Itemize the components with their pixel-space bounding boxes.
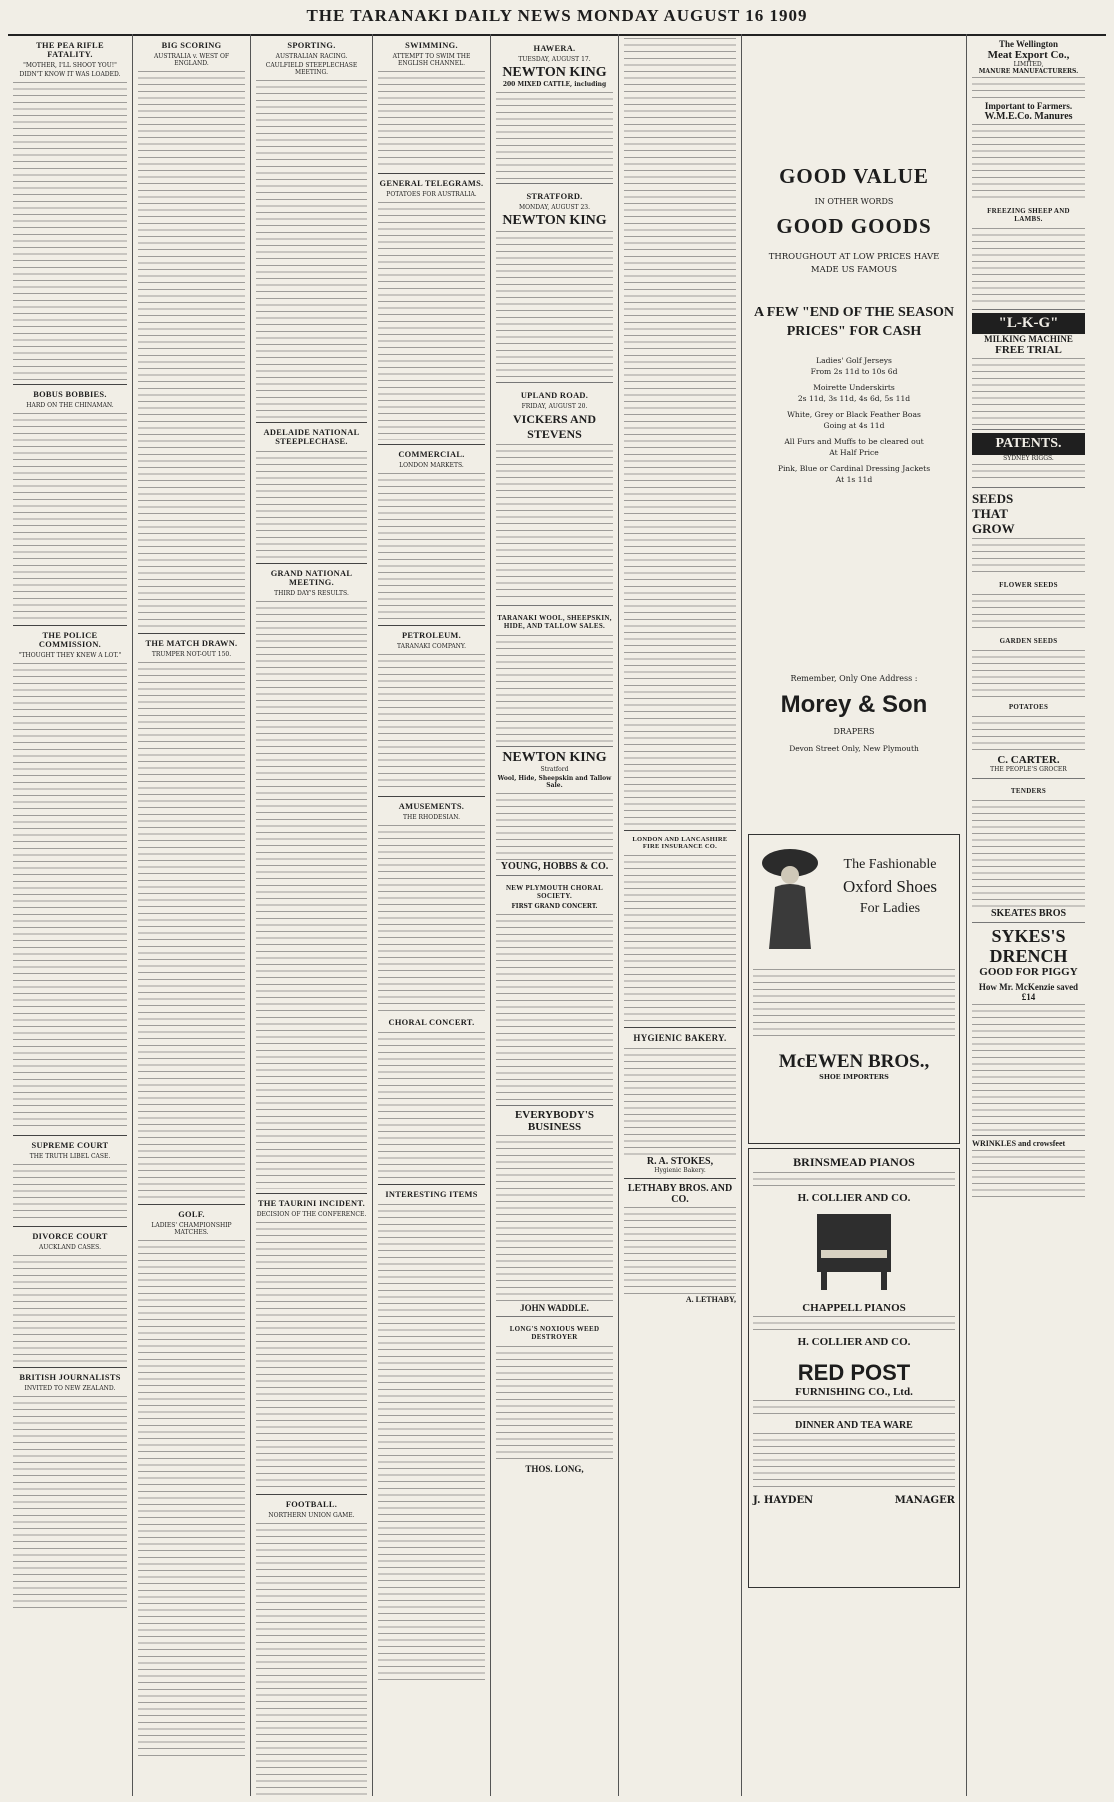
ad-tenders — [972, 779, 1085, 923]
column-2 — [133, 34, 251, 1796]
collier-title: H. COLLIER AND CO. — [797, 1192, 911, 1204]
remember-text: Remember, Only One Address : — [790, 674, 918, 683]
headline-big-scoring: BIG SCORING — [161, 41, 222, 50]
ad-meat-export — [972, 36, 1085, 310]
ad-insurance-head: LONDON AND LANCASHIRE FIRE INSURANCE CO. — [632, 836, 728, 850]
good-for-title: GOOD FOR PIGGY — [979, 966, 1078, 978]
headline-amusements: AMUSEMENTS. — [398, 802, 465, 811]
article-text — [256, 1521, 367, 1796]
notice-title: LONG'S NOXIOUS WEED DESTROYER — [509, 1325, 600, 1341]
free-trial-title: FREE TRIAL — [995, 344, 1062, 356]
brinsmead-title: BRINSMEAD PIANOS — [793, 1155, 915, 1169]
divider — [13, 1367, 127, 1368]
ad-text — [753, 1314, 955, 1336]
headline-bobus: BOBUS BOBBIES. — [33, 390, 107, 399]
column-3 — [251, 34, 373, 1796]
notice-date: MONDAY, AUGUST 23. — [518, 204, 590, 211]
ad-oxford-shoes — [748, 834, 960, 1144]
good-goods-title: GOOD GOODS — [776, 214, 932, 238]
subhead-thought: "THOUGHT THEY KNEW A LOT." — [18, 652, 122, 659]
notice-text — [496, 229, 613, 379]
subhead-northern: NORTHERN UNION GAME. — [268, 1512, 355, 1519]
headline-police: THE POLICE COMMISSION. — [38, 631, 102, 649]
signoff: JOHN WADDLE. — [520, 1303, 589, 1313]
firm-name: VICKERS AND STEVENS — [512, 412, 596, 441]
divider — [13, 1226, 127, 1227]
seeds-title: SEEDS THAT GROW — [972, 491, 1015, 536]
item-name: All Furs and Muffs to be cleared out — [784, 437, 924, 446]
signoff: THOS. LONG, — [525, 1464, 584, 1474]
ad-text — [753, 1398, 955, 1420]
notice-title: TARANAKI WOOL, SHEEPSKIN, HIDE, AND TALLOW SALES. — [497, 614, 612, 630]
item-name: White, Grey or Black Feather Boas — [787, 410, 921, 419]
throughout-text: THROUGHOUT AT LOW PRICES HAVE MADE US FAMOUS — [768, 252, 940, 275]
divider — [378, 796, 485, 797]
ad-text — [624, 853, 736, 1023]
divider — [256, 563, 367, 564]
notice-text — [496, 1133, 613, 1303]
item-price: At 1s 11d — [835, 475, 873, 484]
season-prices-title: A FEW "END OF THE SEASON PRICES" FOR CASH — [753, 305, 955, 339]
ad-text — [753, 967, 955, 1037]
flower-seeds-label: FLOWER SEEDS — [999, 581, 1058, 589]
headline-petroleum: PETROLEUM. — [401, 631, 462, 640]
column-5 — [491, 34, 619, 1796]
notice-wool — [496, 606, 613, 747]
notice-sub: Wool, Hide, Sheepskin and Tallow Sale. — [497, 775, 612, 789]
headline-choral: CHORAL CONCERT. — [388, 1018, 475, 1027]
drapers-text: DRAPERS — [833, 727, 875, 736]
display-ads-column — [742, 34, 967, 1796]
subhead-potatoes: POTATOES FOR AUSTRALIA. — [386, 191, 477, 198]
subhead-third-day: THIRD DAY'S RESULTS. — [274, 590, 349, 597]
article-text — [13, 1253, 127, 1363]
price-list — [748, 355, 960, 485]
ad-bakery-head: HYGIENIC BAKERY. — [633, 1033, 727, 1043]
subhead-mother: "MOTHER, I'LL SHOOT YOU!" — [23, 62, 117, 69]
article-text — [256, 78, 367, 418]
wmeco-title: W.M.E.Co. Manures — [984, 111, 1073, 122]
article-text — [13, 1394, 127, 1614]
notice-place: HAWERA. — [533, 44, 576, 53]
notice-line: 200 MIXED CATTLE, including — [502, 81, 607, 88]
in-other-words: IN OTHER WORDS — [814, 197, 894, 206]
item-price: 2s 11d, 3s 11d, 4s 6d, 5s 11d — [797, 394, 911, 403]
divider — [378, 625, 485, 626]
item-name: Moirette Underskirts — [813, 383, 895, 392]
headline-supreme: SUPREME COURT — [31, 1141, 109, 1150]
headline-telegrams: GENERAL TELEGRAMS. — [379, 179, 484, 188]
article-text — [13, 661, 127, 1131]
ad-good-value — [748, 34, 960, 564]
item-name: Ladies' Golf Jerseys — [816, 356, 892, 365]
ad-wrinkles — [972, 1136, 1085, 1198]
notice-hawera — [496, 36, 613, 184]
article-text — [138, 1238, 245, 1758]
sydney-label: SYDNEY RIGGS. — [1003, 455, 1054, 462]
subhead-invited: INVITED TO NEW ZEALAND. — [24, 1385, 116, 1392]
patents-title: PATENTS. — [972, 433, 1085, 455]
article-text — [256, 1220, 367, 1490]
notice-sub: Stratford — [540, 766, 569, 773]
notice-place: UPLAND ROAD. — [520, 391, 589, 400]
article-text — [138, 69, 245, 629]
subhead-libel: THE TRUTH LIBEL CASE. — [29, 1153, 111, 1160]
furnishing-title: FURNISHING CO., Ltd. — [795, 1386, 913, 1398]
piano-illustration-icon — [809, 1210, 899, 1292]
ad-text — [972, 714, 1085, 754]
notice-text — [496, 90, 613, 180]
meat-export-title: Meat Export Co., — [987, 49, 1070, 61]
oxford-line: For Ladies — [859, 901, 921, 916]
subhead-racing: AUSTRALIAN RACING. — [275, 53, 348, 60]
notice-choral-society — [496, 876, 613, 1106]
notice-place: STRATFORD. — [526, 192, 583, 201]
divider — [138, 633, 245, 634]
notice-weed — [496, 1317, 613, 1477]
divider — [624, 830, 736, 831]
ad-text — [972, 75, 1085, 101]
item-price: Going at 4s 11d — [823, 421, 885, 430]
ad-sign: A. LETHABY, — [685, 1295, 736, 1304]
morey-title: Morey & Son — [780, 691, 928, 718]
ad-seeds — [972, 488, 1085, 779]
notice-sub: FIRST GRAND CONCERT. — [511, 903, 598, 910]
carter-title: C. CARTER. — [997, 754, 1060, 766]
item-name: Pink, Blue or Cardinal Dressing Jackets — [777, 464, 931, 473]
article-text — [378, 471, 485, 621]
ad-text — [972, 462, 1085, 484]
good-value-title: GOOD VALUE — [779, 164, 929, 188]
headline-golf: GOLF. — [178, 1210, 205, 1219]
ad-sykes — [972, 923, 1085, 1136]
tenders-label: TENDERS — [1010, 787, 1047, 795]
headline-adelaide: ADELAIDE NATIONAL STEEPLECHASE. — [263, 428, 360, 446]
important-label: Important to Farmers. — [984, 101, 1073, 111]
article-text — [13, 411, 127, 621]
headline-commercial: COMMERCIAL. — [398, 450, 465, 459]
article-text — [256, 449, 367, 559]
article-text — [378, 1030, 485, 1180]
article-text — [138, 660, 245, 1200]
notice-date: FRIDAY, AUGUST 20. — [521, 403, 588, 410]
notice-text — [496, 1344, 613, 1464]
firm-name: NEWTON KING — [502, 750, 607, 765]
freezing-label: FREEZING SHEEP AND LAMBS. — [987, 207, 1070, 223]
subhead-taranaki-co: TARANAKI COMPANY. — [396, 643, 467, 650]
ad-pianos — [748, 1148, 960, 1588]
ad-sign-sub: Hygienic Bakery. — [654, 1167, 706, 1174]
subhead-trumper: TRUMPER NOT-OUT 150. — [151, 651, 232, 658]
ad-text — [972, 536, 1085, 576]
divider — [13, 625, 127, 626]
subhead-rhodesian: THE RHODESIAN. — [403, 814, 460, 821]
firm-name: YOUNG, HOBBS & CO. — [500, 861, 609, 872]
notice-newton-king-wool — [496, 747, 613, 876]
notice-text — [496, 791, 613, 861]
dinner-title: DINNER AND TEA WARE — [795, 1420, 913, 1431]
divider — [13, 384, 127, 385]
firm-name: NEWTON KING — [502, 65, 607, 80]
notice-text — [496, 442, 613, 602]
lkg-title: "L-K-G" — [972, 313, 1085, 334]
headline-divorce: DIVORCE COURT — [32, 1232, 108, 1241]
headline-interesting: INTERESTING ITEMS — [385, 1190, 478, 1199]
notice-date: TUESDAY, AUGUST 17. — [518, 56, 591, 63]
divider — [378, 173, 485, 174]
subhead-ladies: LADIES' CHAMPIONSHIP MATCHES. — [151, 1222, 232, 1236]
garden-seeds-label: GARDEN SEEDS — [999, 637, 1058, 645]
divider — [256, 422, 367, 423]
headline-swimming: SWIMMING. — [405, 41, 458, 50]
divider — [256, 1193, 367, 1194]
article-text — [378, 200, 485, 440]
headline-grand-national: GRAND NATIONAL MEETING. — [270, 569, 353, 587]
collier-title-2: H. COLLIER AND CO. — [797, 1336, 911, 1348]
divider — [378, 444, 485, 445]
manager-label: MANAGER — [894, 1495, 955, 1506]
article-text — [256, 599, 367, 1189]
article-text — [378, 69, 485, 169]
ad-text — [972, 648, 1085, 698]
subhead-caulfield: CAULFIELD STEEPLECHASE MEETING. — [265, 62, 358, 76]
hayden-name: J. HAYDEN — [753, 1495, 814, 1506]
ad-text — [972, 122, 1085, 202]
ad-text — [753, 1431, 955, 1491]
morey-address: Devon Street Only, New Plymouth — [789, 744, 919, 753]
oxford-line: The Fashionable — [843, 857, 937, 872]
notice-everybody — [496, 1106, 613, 1317]
red-post-title: RED POST — [797, 1360, 911, 1385]
notice-text — [496, 912, 613, 1102]
item-price: At Half Price — [829, 448, 879, 457]
divider — [138, 1204, 245, 1205]
columns — [8, 34, 1106, 1796]
headline-sporting: SPORTING. — [287, 41, 336, 50]
headline-journalists: BRITISH JOURNALISTS — [19, 1373, 121, 1382]
ad-text — [624, 1205, 736, 1295]
wellington-title: The Wellington — [998, 39, 1059, 49]
notice-upland — [496, 383, 613, 606]
manure-label: MANURE MANUFACTURERS. — [978, 68, 1079, 75]
ad-text — [753, 1170, 955, 1192]
notice-title: NEW PLYMOUTH CHORAL SOCIETY. — [505, 884, 604, 900]
subhead-chinaman: HARD ON THE CHINAMAN. — [26, 402, 114, 409]
notice-title: EVERYBODY'S BUSINESS — [514, 1109, 595, 1133]
potatoes-label: POTATOES — [1008, 703, 1049, 711]
masthead: THE TARANAKI DAILY NEWS MONDAY AUGUST 16 1909 — [8, 6, 1106, 36]
divider — [624, 1178, 736, 1179]
ad-morey — [748, 564, 960, 753]
article-text — [378, 1202, 485, 1682]
limited-label: LIMITED, — [1013, 61, 1044, 68]
firm-name: NEWTON KING — [502, 213, 607, 228]
chappell-title: CHAPPELL PIANOS — [802, 1302, 906, 1314]
item-price: From 2s 11d to 10s 6d — [810, 367, 898, 376]
article-text — [378, 652, 485, 792]
sykes-title: SYKES'S DRENCH — [989, 926, 1068, 966]
ad-lethaby-head: LETHABY BROS. AND CO. — [627, 1183, 733, 1205]
article-text — [13, 80, 127, 380]
subhead-decision: DECISION OF THE CONFERENCE. — [256, 1211, 367, 1218]
subhead-didnt-know: DIDN'T KNOW IT WAS LOADED. — [19, 71, 121, 78]
notice-text — [496, 633, 613, 743]
lady-illustration-icon — [755, 841, 825, 951]
ad-text — [624, 1046, 736, 1156]
headline-taurini: THE TAURINI INCIDENT. — [257, 1199, 366, 1208]
divider — [378, 1184, 485, 1185]
headline-match-drawn: THE MATCH DRAWN. — [145, 639, 238, 648]
ad-sign: R. A. STOKES, — [646, 1156, 714, 1167]
ad-text — [972, 798, 1085, 908]
headline-football: FOOTBALL. — [285, 1500, 338, 1509]
headline-pea-rifle: THE PEA RIFLE FATALITY. — [36, 41, 104, 59]
ad-text — [972, 226, 1085, 306]
hayden-line — [753, 1495, 955, 1506]
ad-lkg — [972, 310, 1085, 430]
grocer-label: THE PEOPLE'S GROCER — [990, 766, 1067, 773]
wrinkles-title: WRINKLES and crowsfeet — [972, 1139, 1066, 1148]
classified-text — [624, 36, 736, 826]
article-text — [13, 1162, 127, 1222]
ad-patents — [972, 430, 1085, 488]
divider — [256, 1494, 367, 1495]
column-4 — [373, 34, 491, 1796]
mckenzie-title: How Mr. McKenzie saved £14 — [978, 982, 1079, 1002]
ad-text — [972, 1148, 1085, 1198]
subhead-auckland: AUCKLAND CASES. — [39, 1244, 101, 1251]
divider — [624, 1027, 736, 1028]
article-text — [378, 823, 485, 1013]
oxford-line: Oxford Shoes — [843, 877, 937, 896]
oxford-title-block — [825, 839, 955, 917]
divider — [13, 1135, 127, 1136]
subhead-channel: ATTEMPT TO SWIM THE ENGLISH CHANNEL. — [392, 53, 471, 67]
ad-text — [972, 1002, 1085, 1132]
right-ads-column — [967, 34, 1090, 1796]
subhead-australia: AUSTRALIA v. WEST OF ENGLAND. — [153, 53, 230, 67]
mcewen-sub: SHOE IMPORTERS — [819, 1073, 889, 1081]
column-6 — [619, 34, 742, 1796]
ad-text — [972, 592, 1085, 632]
mcewen-title: McEWEN BROS., — [778, 1051, 930, 1072]
milking-title: MILKING MACHINE — [984, 334, 1073, 344]
notice-stratford — [496, 184, 613, 383]
ad-text — [972, 356, 1085, 426]
column-1 — [8, 34, 133, 1796]
subhead-london: LONDON MARKETS. — [399, 462, 464, 469]
skeates-title: SKEATES BROS — [990, 908, 1067, 919]
